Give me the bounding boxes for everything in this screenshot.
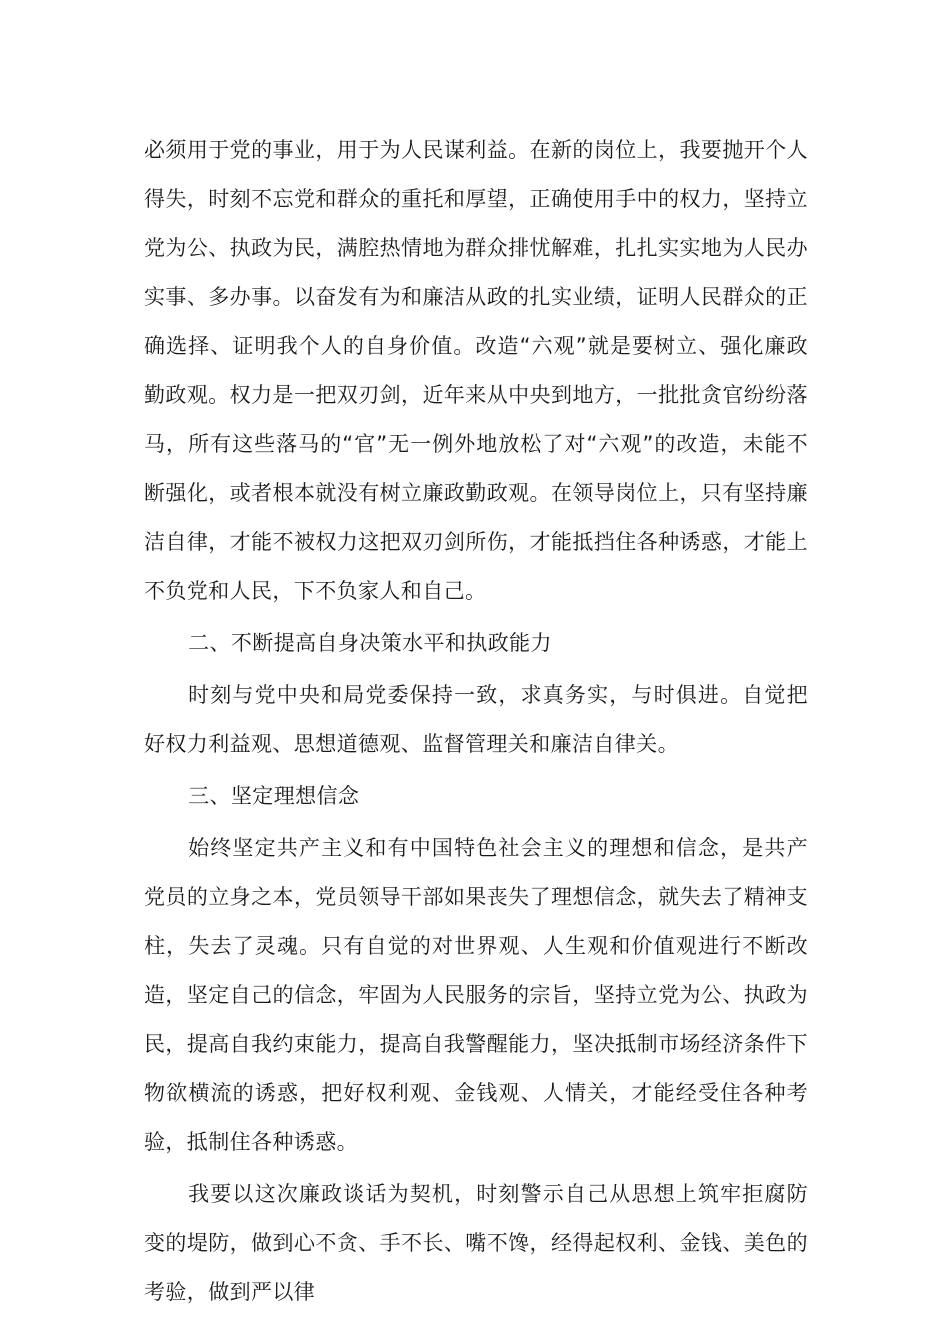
paragraph-2: 时刻与党中央和局党委保持一致，求真务实，与时俱进。自觉把好权力利益观、思想道德观、监督管理关和廉洁自律关。 — [144, 683, 808, 756]
paragraph-4: 我要以这次廉政谈话为契机，时刻警示自己从思想上筑牢拒腐防变的堤防，做到心不贪、手不长、嘴不馋，经得起权利、金钱、美色的考验，做到严以律 — [144, 1182, 808, 1304]
section-heading-2: 二、不断提高自身决策水平和执政能力 — [188, 631, 552, 655]
section-heading-3: 三、坚定理想信念 — [188, 784, 360, 808]
paragraph-3: 始终坚定共产主义和有中国特色社会主义的理想和信念，是共产党员的立身之本，党员领导干部如果丧失了理想信念，就失去了精神支柱，失去了灵魂。只有自觉的对世界观、人生观和价值观进行不断改造，坚定自己的信念，牢固为人民服务的宗旨，坚持立党为公、执政为民，提高自我约束能力，提高自我警醒能力，坚决抵制市场经济条件下物欲横流的诱惑，把好权利观、金钱观、人情关，才能经受住各种考验，抵制住各种诱惑。 — [144, 836, 808, 1154]
document-body — [144, 126, 808, 1317]
paragraph-continuation: 必须用于党的事业，用于为人民谋利益。在新的岗位上，我要抛开个人得失，时刻不忘党和群众的重托和厚望，正确使用手中的权力，坚持立党为公、执政为民，满腔热情地为群众排忧解难，扎扎实实地为人民办实事、多办事。以奋发有为和廉洁从政的扎实业绩，证明人民群众的正确选择、证明我个人的自身价值。改造“六观”就是要树立、强化廉政勤政观。权力是一把双刃剑，近年来从中央到地方，一批批贪官纷纷落马，所有这些落马的“官”无一例外地放松了对“六观”的改造，未能不断强化，或者根本就没有树立廉政勤政观。在领导岗位上，只有坚持廉洁自律，才能不被权力这把双刃剑所伤，才能抵挡住各种诱惑，才能上不负党和人民，下不负家人和自己。 — [144, 138, 808, 603]
